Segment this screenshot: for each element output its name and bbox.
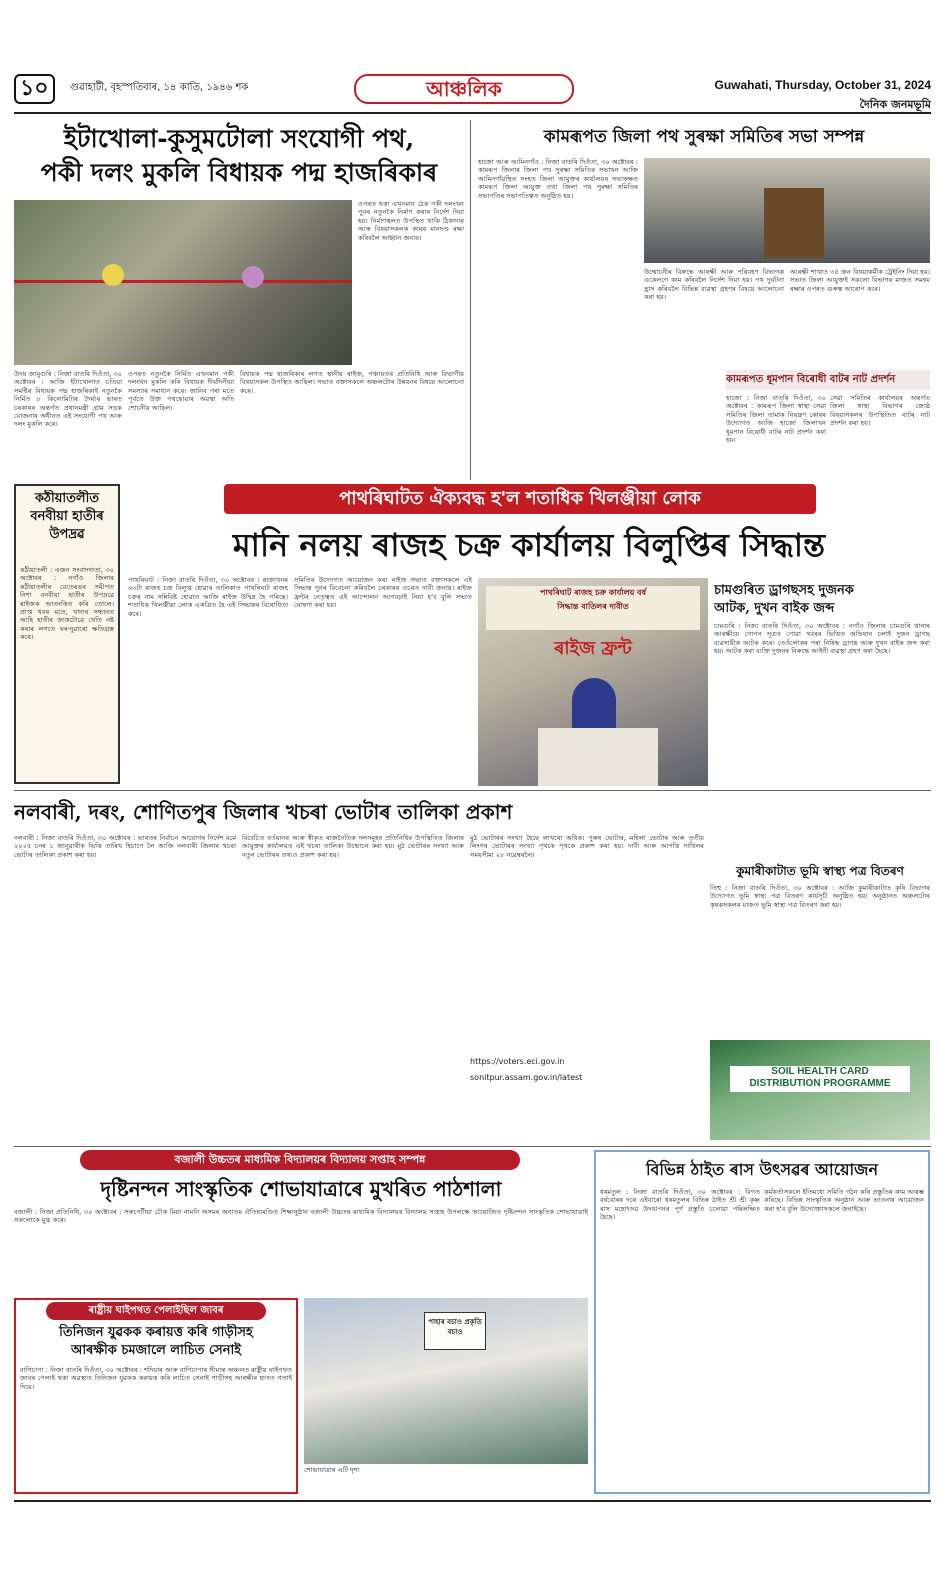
drug-headline — [714, 582, 930, 618]
soil-photo — [710, 1040, 930, 1140]
accident-headline — [20, 1324, 292, 1360]
story3-text-a: হাজো : নিজা বাতৰি দিওঁতা, ৩০ অক্টোবৰ : কামৰূপ জিলা স্বাস্থ্য সেৱা সমিতিৰ জিলা তামাক নিয়ন্ত্ৰণ কোষৰ উদ্যোগত আজি হাজো জিলাখন ধূমপান বিৰোধী বাটৰ নাট প্ৰদৰ্শন কৰা হয়। — [726, 394, 826, 445]
story1-text-b: ওপৰত থকা এখনমান ঠেক পকী দলংখন পুনৰ নতুনকৈ নিৰ্মাণ কৰাৰ নিৰ্দেশ দিয়া হয়। নিৰ্মাণস্থলত উপস্থিত থাকি ঠিকাদাৰ আৰু বিষয়াসকলক কামৰ মানদণ্ড ৰক্ষা কৰিবলৈ আহ্বান জনায়। — [358, 200, 464, 242]
placard-sign: পাহাৰ বচাও প্ৰকৃতি বচাও — [424, 1312, 486, 1350]
protest-banner-line3: ৰাইজ ফ্ৰন্ট — [554, 638, 632, 659]
ribbon-icon — [14, 280, 352, 283]
newspaper-brand: দৈনিক জনমভূমি — [859, 98, 931, 111]
story2-text-c: আৰক্ষী শাখাত ৩৫ জন বিষয়াকৰ্মীক ট্ৰেইনিং দিয়া হয়। সভাত জিলা আয়ুক্তই সকলো বিভাগৰ মাজত সমন্বয় ৰক্ষাৰ ওপৰত গুৰুত্ব আৰোপ কৰে। — [790, 268, 930, 293]
voter-url[interactable]: https://voters.eci.gov.in — [470, 1058, 565, 1066]
story2-photo — [644, 158, 930, 263]
voter-url-2[interactable]: sonitpur.assam.gov.in/latest — [470, 1074, 583, 1082]
soil-banner-line1: SOIL HEALTH CARD — [771, 1066, 869, 1077]
balloon-icon — [242, 266, 264, 288]
column-divider — [470, 120, 471, 480]
raas-text-b: কৰ্মকৰ্তাসকলে ইতিমধ্যে সমিতি গঠন কৰি প্ৰস্তুতিৰ কাম আৰম্ভ কৰিছে। বিভিন্ন সাংস্কৃতিক অনুষ্ঠান আৰু ভাওনাৰ আয়োজন কৰা হ'ব বুলি উদ্যোক্তাসকলে জনাইছে। — [764, 1188, 924, 1213]
page-bottom-rule — [14, 1500, 931, 1502]
soil-text: তিহু : নিজা বাতৰি দিওঁতা, ৩০ অক্টোবৰ : আজি কুমাৰীকাটাত কৃষি বিভাগৰ উদ্যোগত ভূমি স্বাস্থ্য পত্ৰ বিতৰণ কাৰ্যসূচী অনুষ্ঠিত হয়। অনুষ্ঠানত অঞ্চলটোৰ কৃষকসকলৰ মাজত ভূমি স্বাস্থ্য পত্ৰ বিতৰণ কৰা হয়। — [710, 884, 930, 909]
voter-text-c: মুঠ ভোটাৰৰ সংখ্যা হৈছে লাখৰো অধিক। পুৰুষ ভোটাৰ, মহিলা ভোটাৰ আৰু তৃতীয় লিংগৰ ভোটাৰৰ সংখ্যা পৃথকে পৃথকে প্ৰকাশ কৰা হয়। দাবী আৰু আপত্তি দাখিলৰ সময়সীমা ২৮ নৱেম্বৰলৈ। — [470, 834, 704, 859]
page-header — [14, 74, 931, 114]
sidebar-box — [14, 484, 120, 784]
balloon-icon — [102, 264, 124, 286]
story3-headline: কামৰূপত ধূমপান বিৰোধী বাটৰ নাট প্ৰদৰ্শন — [726, 370, 930, 390]
school-headline: দৃষ্টিনন্দন সাংস্কৃতিক শোভাযাত্ৰাৰে মুখৰিত পাঠশালা — [100, 1177, 502, 1201]
school-photo — [304, 1298, 588, 1464]
story1-text-a: উদয় জামুগুৰি : নিজা বাতৰি দিওঁতা, ৩০ অক্টোবৰ : আজি ইটাখোলাত চতিয়া সমষ্টিৰ বিধায়ক পদ্ম হাজৰিকাই নতুনকৈ নিৰ্মিত ৮ কিলোমিটাৰ দৈৰ্ঘ্যৰ ভাৰত চৰকাৰৰ অন্তৰ্গত প্ৰধানমন্ত্ৰী গ্ৰাম সড়ক যোজনাৰ অধীনত এই সংযোগী পথ আৰু দলং মুকলি কৰে। — [14, 370, 122, 429]
school-caption: শোভাযাত্ৰাৰ এটি দৃশ্য — [304, 1466, 360, 1474]
accident-kicker: ৰাষ্ট্ৰীয় ঘাইপথত পেলাইছিল জাবৰ — [46, 1302, 266, 1320]
story2-text-b: উন্মোচনীৰ বিৰুদ্ধে আৰক্ষী আৰু পৰিবহণ বিভাগক একেলগে কাম কৰিবলৈ নিৰ্দেশ দিয়া হয়। পথ দুৰ্ঘটনা হ্ৰাস কৰিবলৈ বিভিন্ন ব্যৱস্থা গ্ৰহণৰ বিষয়ে আলোচনা কৰা হয়। — [644, 268, 784, 302]
story2-text-a: হাজো আৰু আমিনগাঁও : নিজা বাতৰি দিওঁতা, ৩০ অক্টোবৰ : কামৰূপ জিলাৰ জিলা পথ সুৰক্ষা সমিতিৰ সভাখন আজি আমিনগাঁৱস্থিত সংহত জিলা আয়ুক্তৰ কাৰ্যালয়ৰ সভাকক্ষত কামৰূপ জিলা আয়ুক্ত তথা জিলা পথ সুৰক্ষা সমিতিৰ সভাপতিৰ সভাপতিত্বত অনুষ্ঠিত হয়। — [478, 158, 638, 200]
section-divider — [14, 1146, 931, 1147]
accident-headline-line2: আৰক্ষীক চমজালে লাচিত সেনাই — [70, 1343, 242, 1358]
section-masthead: আঞ্চলিক — [354, 74, 574, 104]
protest-banner — [486, 586, 700, 630]
accident-headline-line1: তিনিজন যুৱকক কৰায়ত্ত কৰি গাড়ীসহ — [59, 1325, 253, 1340]
soil-banner-line2: DISTRIBUTION PROGRAMME — [749, 1078, 891, 1089]
drug-headline-line2: আটক, দুখন বাইক জব্দ — [714, 601, 835, 616]
soil-banner — [730, 1066, 910, 1092]
soil-headline: কুমাৰীকাটাত ভূমি স্বাস্থ্য পত্ৰ বিতৰণ — [736, 864, 904, 878]
section-divider — [14, 790, 931, 791]
accident-text: বাগিচাপা : নিজা বাতৰি দিওঁতা, ৩০ অক্টোবৰ : শদিয়াৰ আৰু বাগিচাপাৰ সীমান্ত অঞ্চলত ৰাষ্ট্ৰীয় ঘাইপথত জাবৰ পেলাই থকা অৱস্থাত তিনিজন যুৱকক কৰায়ত্ত কৰি লাচিত সেনাই গাড়ীসহ আৰক্ষীৰ হাতত গতাই দিয়ে। — [20, 1366, 292, 1391]
main-kicker: পাথৰিঘাটত ঐক্যবদ্ধ হ'ল শতাধিক খিলঞ্জীয়া লোক — [224, 484, 816, 514]
drug-headline-line1: চামগুৰিত ড্ৰাগছসহ দুজনক — [714, 583, 854, 598]
raas-text-a: ধৰমতুল : নিজা বাতৰি দিওঁতা, ৩০ অক্টোবৰ : বিগত বৰ্ষবোৰৰ দৰে এইবাৰো ধৰমতুলৰ বিভিন্ন ঠাইত শ্ৰী শ্ৰী কৃষ্ণ ৰাস মহোৎসৱ উদযাপনৰ পূৰ্ণ প্ৰস্তুতি চলোৱা পৰিলক্ষিত হৈছে। — [600, 1188, 760, 1222]
protest-banner-line2: সিদ্ধান্ত বাতিলৰ দাবীত — [557, 602, 629, 611]
story1-text-c: ওপৰত নতুনকৈ নিৰ্মিত এখনমান পকী দলংখন মুকলি কৰি বিধায়ক দীৰ্ঘদিনীয়া সমস্যাৰ সমাধান কৰে। জানিব পৰা মতে পূৰ্বতে উক্ত পথছোৱাৰ অৱস্থা অতি শোচনীয় আছিল। — [128, 370, 234, 412]
story1-headline — [14, 122, 464, 190]
drug-text: চামগুৰি : নিজা বাতৰি দিওঁতা, ৩০ অক্টোবৰ : নগাঁও জিলাৰ চামগুৰি থানাৰ আৰক্ষীয়ে গোপন সূত্ৰত পোৱা খবৰৰ ভিত্তিত অভিযান চলাই দুজন ড্ৰাগছ ব্যৱসায়ীক আটক কৰে। তেওঁলোকৰ পৰা নিষিদ্ধ ড্ৰাগছ আৰু দুখন বাইক জব্দ কৰা হয়। আটক কৰা ব্যক্তি দুজনৰ বিৰুদ্ধে আইনী ব্যৱস্থা গ্ৰহণ কৰা হৈছে। — [714, 622, 930, 656]
story1-photo — [14, 200, 352, 365]
story3-text-b: সেৱা সমিতিৰ কাৰ্যালয়ৰ অন্তৰ্গত জিলা স্বাস্থ্য বিভাগৰ জ্যেষ্ঠ বিষয়াসকলৰ উপস্থিতিত বাটৰ নাট প্ৰদৰ্শন কৰা হয়। — [830, 394, 930, 428]
podium-icon — [538, 728, 658, 786]
dateline: গুৱাহাটী, বৃহস্পতিবাৰ, ১৪ কাতি, ১৯৪৬ শক — [70, 82, 249, 93]
story1-headline-line1: ইটাখোলা-কুসুমটোলা সংযোগী পথ, — [63, 124, 415, 153]
voter-text-a: নলবাৰী : নিজা বাতৰি দিওঁতা, ৩০ অক্টোবৰ : ভাৰতৰ নিৰ্বাচন আয়োগৰ নিৰ্দেশ মৰ্মে ২০২৫ চনৰ ১ জানুৱাৰীক ভিত্তি তাৰিখ হিচাপে লৈ আজি নলবাৰী জিলাৰ খচৰা ভোটাৰ তালিকা প্ৰকাশ কৰা হয়। — [14, 834, 236, 859]
sidebar-headline: কঠীয়াতলীত বনবীয়া হাতীৰ উপদ্ৰৱ — [30, 491, 104, 542]
school-text: বজালী : নিজা প্ৰতিনিধি, ৩০ অক্টোবৰ : সৰুপেটীয়া চৌক মিয়া নামনি অসমৰ অন্যতম ঐতিহ্যমণ্ডিত শিক্ষানুষ্ঠান বজালী উচ্চতৰ মাধ্যমিক বিদ্যালয়ৰ বিদ্যালয় সপ্তাহ উপলক্ষে আয়োজিত দৃষ্টিনন্দন সাংস্কৃতিক শোভাযাত্ৰাই সকলোকে মুগ্ধ কৰে। — [14, 1208, 588, 1225]
story1-text-d: বিধায়ক পদ্ম হাজৰিকাৰ লগত স্থানীয় ৰাইজ, পঞ্চায়তৰ প্ৰতিনিধি আৰু বিভাগীয় বিষয়াসকল উপস্থিত আছিল। সভাত বক্তাসকলে অঞ্চলটোৰ উন্নয়নৰ বিষয়ে আলোচনা কৰে। — [240, 370, 464, 395]
page-number: ১০ — [14, 74, 55, 104]
raas-headline: বিভিন্ন ঠাইত ৰাস উৎসৱৰ আয়োজন — [645, 1160, 879, 1179]
story1-headline-line2: পকী দলং মুকলি বিধায়ক পদ্ম হাজৰিকাৰ — [40, 158, 438, 187]
conference-table-icon — [764, 188, 824, 258]
protest-banner-line1: পাথৰিঘাট ৰাজহ চক্ৰ কাৰ্যালয় বৰ্ষ — [539, 588, 647, 597]
main-photo — [478, 578, 708, 786]
main-text-b: সমিতিৰ উদ্যোগত আয়োজন কৰা ৰাইজ সভাত বক্তাসকলে এই সিদ্ধান্ত পুনৰ বিবেচনা কৰিবলৈ চৰকাৰৰ ওচৰত দাবী জনায়। ৰাইজ ফ্ৰন্টৰ নেতৃত্বত এই আন্দোলন আগবঢ়াই নিয়া হ'ব বুলি সভাত ঘোষণা কৰা হয়। — [294, 576, 472, 610]
main-headline: মানি নলয় ৰাজহ চক্ৰ কাৰ্যালয় বিলুপ্তিৰ সিদ্ধান্ত — [232, 526, 826, 564]
voter-headline: নলবাৰী, দৰং, শোণিতপুৰ জিলাৰ খচৰা ভোটাৰ তালিকা প্ৰকাশ — [14, 800, 513, 824]
school-kicker: বজালী উচ্চতৰ মাধ্যমিক বিদ্যালয়ৰ বিদ্যালয় সপ্তাহ সম্পন্ন — [80, 1150, 520, 1170]
story2-headline: কামৰূপত জিলা পথ সুৰক্ষা সমিতিৰ সভা সম্পন্ন — [543, 127, 865, 147]
main-text-a: পাথৰিঘাট : নিজা বাতৰি দিওঁতা, ৩০ অক্টোবৰ : ৰাজ্যখনৰ ৬৩টা ৰাজহ চক্ৰ বিলুপ্ত হোৱাৰ তালিকাত পাথৰিঘাট ৰাজহ চক্ৰৰ নাম সন্নিবিষ্ট হোৱাত আজি ৰাইজ উদ্বিগ্ন হৈ পৰিছে। শতাধিক খিলঞ্জীয়া লোক একত্ৰিত হৈ এই সিদ্ধান্তৰ বিৰোধিতা কৰে। — [128, 576, 288, 618]
raas-box — [594, 1150, 930, 1494]
accident-box — [14, 1298, 298, 1494]
english-date: Guwahati, Thursday, October 31, 2024 — [714, 78, 931, 92]
voter-text-b: বিবেচিত বৰ্তমানৰ আৰু স্বীকৃত ৰাজনৈতিক দলসমূহৰ প্ৰতিনিধিৰ উপস্থিতিত জিলাৰ আয়ুক্তৰ কাৰ্যালয়ত এই খচৰা তালিকা উন্মোচন কৰা হয়। মুঠ ভোটাৰৰ সংখ্যা আৰু নতুন ভোটাৰৰ তথ্যও প্ৰকাশ কৰা হয়। — [242, 834, 464, 859]
sidebar-text: কঠীয়াতলী : এজন সংবাদদাতা, ৩০ অক্টোবৰ : নগাঁও জিলাৰ কঠীয়াতলীৰ বেতেৰঙৰ সমীপত নিশা বনবীয়া হাতীৰ উপদ্ৰৱে ৰাইজক আতংকিত কৰি তোলে। প্ৰাপ্ত খবৰ মতে, খাদ্যৰ সন্ধানত আহি হাতীৰ জাকটোৱে খেতি নষ্ট কৰাৰ লগতে ঘৰ-দুৱাৰো ক্ষতিগ্ৰস্ত কৰে। — [20, 566, 114, 642]
